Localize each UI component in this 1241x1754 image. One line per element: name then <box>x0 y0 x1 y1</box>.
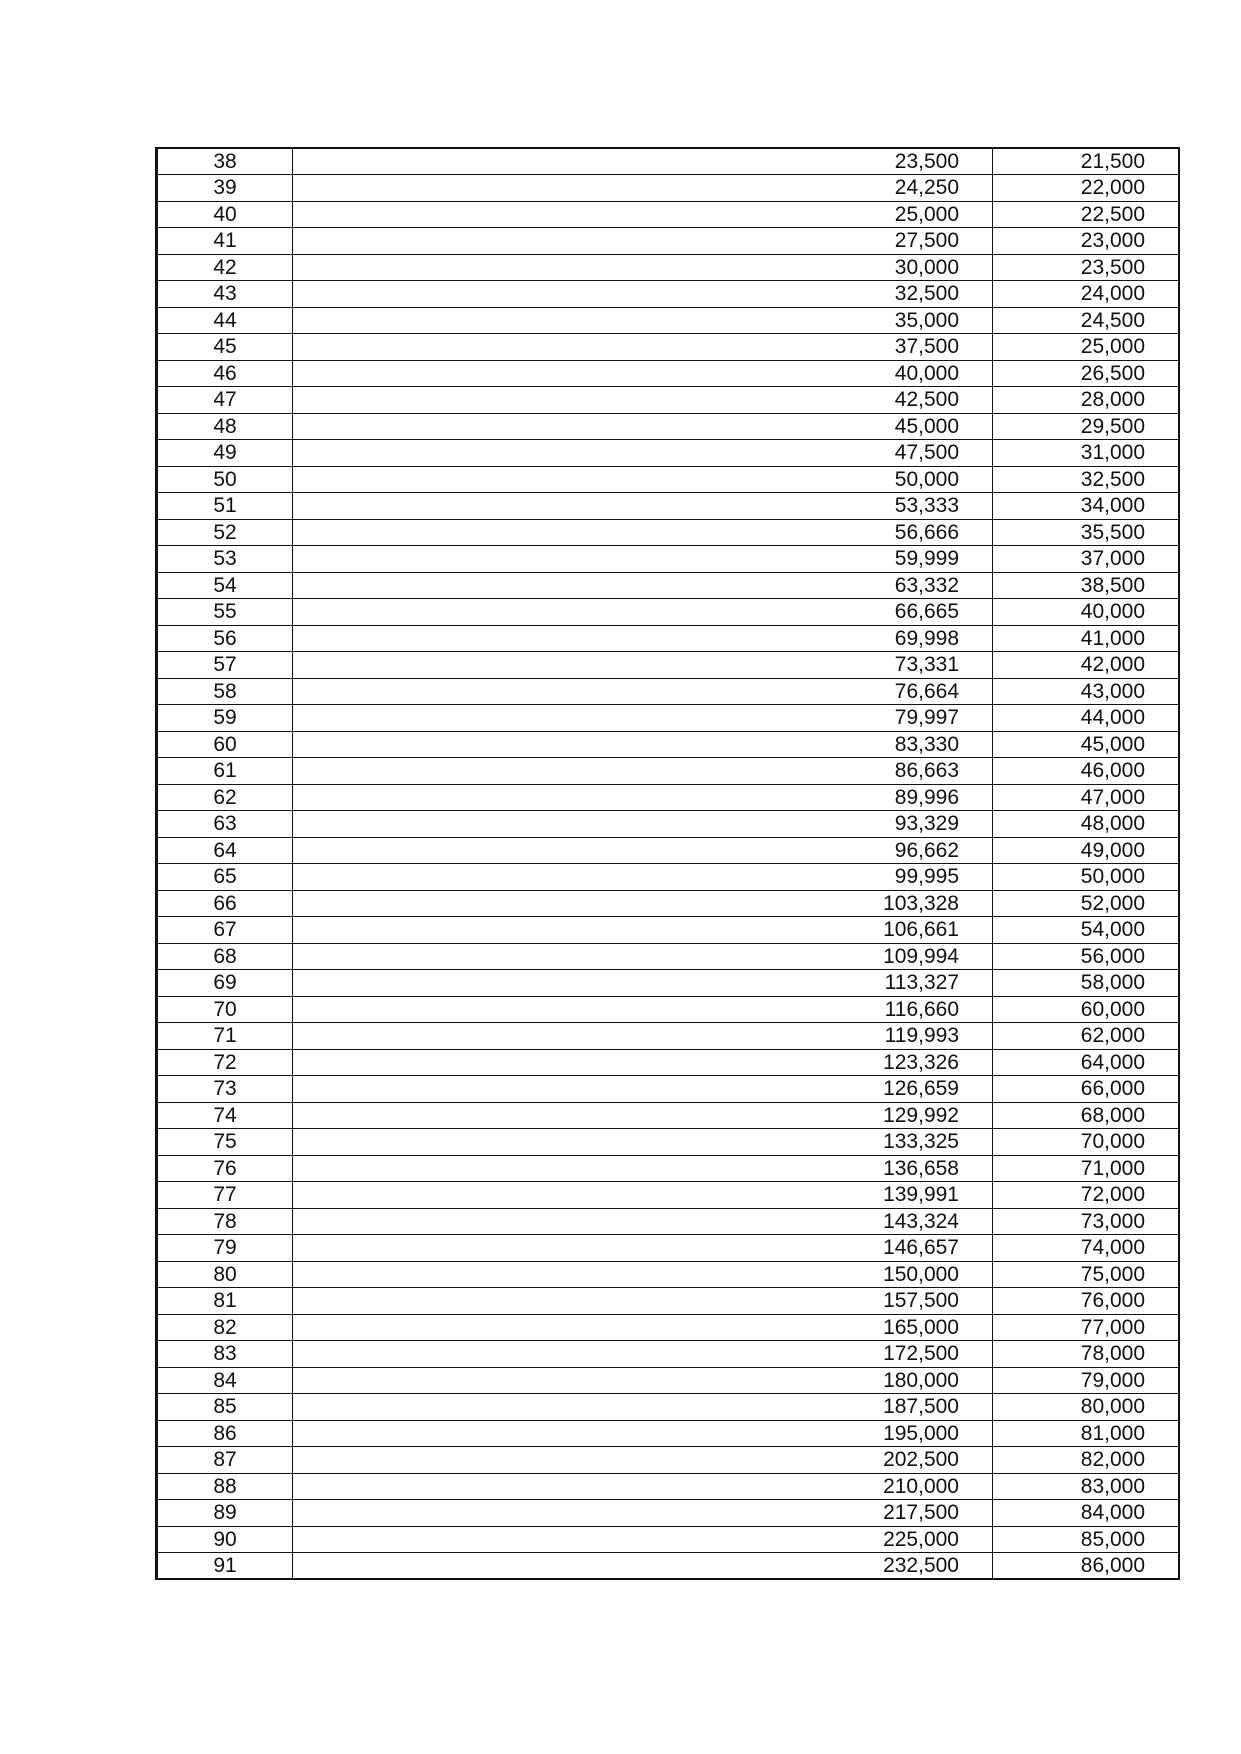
amount-b-cell: 80,000 <box>993 1394 1180 1421</box>
row-number-cell: 54 <box>157 572 293 599</box>
row-number-cell: 39 <box>157 175 293 202</box>
amount-b-cell: 79,000 <box>993 1367 1180 1394</box>
table-row <box>157 1447 1180 1474</box>
row-number-cell: 64 <box>157 837 293 864</box>
amount-a-cell: 53,333 <box>293 493 993 520</box>
amount-a-cell: 126,659 <box>293 1076 993 1103</box>
amount-a-cell: 113,327 <box>293 970 993 997</box>
table-row <box>157 228 1180 255</box>
row-number-cell: 47 <box>157 387 293 414</box>
table-row <box>157 1208 1180 1235</box>
table-row <box>157 519 1180 546</box>
amount-b-cell: 49,000 <box>993 837 1180 864</box>
table-row <box>157 1367 1180 1394</box>
table-row <box>157 307 1180 334</box>
amount-b-cell: 44,000 <box>993 705 1180 732</box>
amount-b-cell: 83,000 <box>993 1473 1180 1500</box>
amount-b-cell: 47,000 <box>993 784 1180 811</box>
table-row <box>157 572 1180 599</box>
amount-b-cell: 50,000 <box>993 864 1180 891</box>
table-row <box>157 281 1180 308</box>
row-number-cell: 63 <box>157 811 293 838</box>
amount-b-cell: 34,000 <box>993 493 1180 520</box>
row-number-cell: 77 <box>157 1182 293 1209</box>
amount-b-cell: 22,000 <box>993 175 1180 202</box>
amount-a-cell: 42,500 <box>293 387 993 414</box>
amount-b-cell: 75,000 <box>993 1261 1180 1288</box>
table-row <box>157 1155 1180 1182</box>
row-number-cell: 45 <box>157 334 293 361</box>
amount-b-cell: 35,500 <box>993 519 1180 546</box>
amount-a-cell: 45,000 <box>293 413 993 440</box>
amount-b-cell: 41,000 <box>993 625 1180 652</box>
data-table <box>155 147 1180 1580</box>
amount-a-cell: 83,330 <box>293 731 993 758</box>
amount-a-cell: 30,000 <box>293 254 993 281</box>
amount-b-cell: 54,000 <box>993 917 1180 944</box>
amount-a-cell: 47,500 <box>293 440 993 467</box>
amount-a-cell: 23,500 <box>293 148 993 175</box>
amount-b-cell: 56,000 <box>993 943 1180 970</box>
amount-b-cell: 48,000 <box>993 811 1180 838</box>
table-row <box>157 917 1180 944</box>
amount-b-cell: 26,500 <box>993 360 1180 387</box>
amount-b-cell: 25,000 <box>993 334 1180 361</box>
amount-b-cell: 24,000 <box>993 281 1180 308</box>
row-number-cell: 61 <box>157 758 293 785</box>
amount-b-cell: 70,000 <box>993 1129 1180 1156</box>
table-row <box>157 1288 1180 1315</box>
table-row <box>157 1473 1180 1500</box>
row-number-cell: 79 <box>157 1235 293 1262</box>
amount-b-cell: 42,000 <box>993 652 1180 679</box>
row-number-cell: 52 <box>157 519 293 546</box>
amount-a-cell: 76,664 <box>293 678 993 705</box>
row-number-cell: 82 <box>157 1314 293 1341</box>
table-row <box>157 943 1180 970</box>
row-number-cell: 40 <box>157 201 293 228</box>
amount-b-cell: 71,000 <box>993 1155 1180 1182</box>
amount-a-cell: 133,325 <box>293 1129 993 1156</box>
row-number-cell: 70 <box>157 996 293 1023</box>
table-row <box>157 1394 1180 1421</box>
amount-a-cell: 40,000 <box>293 360 993 387</box>
amount-a-cell: 89,996 <box>293 784 993 811</box>
row-number-cell: 71 <box>157 1023 293 1050</box>
row-number-cell: 87 <box>157 1447 293 1474</box>
amount-b-cell: 78,000 <box>993 1341 1180 1368</box>
amount-a-cell: 202,500 <box>293 1447 993 1474</box>
table-row <box>157 731 1180 758</box>
amount-b-cell: 31,000 <box>993 440 1180 467</box>
amount-b-cell: 45,000 <box>993 731 1180 758</box>
amount-a-cell: 59,999 <box>293 546 993 573</box>
amount-b-cell: 85,000 <box>993 1526 1180 1553</box>
table-row <box>157 625 1180 652</box>
amount-b-cell: 60,000 <box>993 996 1180 1023</box>
row-number-cell: 83 <box>157 1341 293 1368</box>
row-number-cell: 69 <box>157 970 293 997</box>
amount-b-cell: 43,000 <box>993 678 1180 705</box>
amount-a-cell: 157,500 <box>293 1288 993 1315</box>
table-row <box>157 493 1180 520</box>
row-number-cell: 88 <box>157 1473 293 1500</box>
amount-b-cell: 46,000 <box>993 758 1180 785</box>
row-number-cell: 48 <box>157 413 293 440</box>
amount-b-cell: 37,000 <box>993 546 1180 573</box>
amount-a-cell: 119,993 <box>293 1023 993 1050</box>
row-number-cell: 67 <box>157 917 293 944</box>
table-row <box>157 466 1180 493</box>
table-row <box>157 334 1180 361</box>
row-number-cell: 89 <box>157 1500 293 1527</box>
row-number-cell: 85 <box>157 1394 293 1421</box>
amount-b-cell: 29,500 <box>993 413 1180 440</box>
amount-a-cell: 195,000 <box>293 1420 993 1447</box>
amount-a-cell: 187,500 <box>293 1394 993 1421</box>
row-number-cell: 81 <box>157 1288 293 1315</box>
row-number-cell: 66 <box>157 890 293 917</box>
table-row <box>157 1235 1180 1262</box>
amount-b-cell: 72,000 <box>993 1182 1180 1209</box>
row-number-cell: 49 <box>157 440 293 467</box>
amount-a-cell: 129,992 <box>293 1102 993 1129</box>
table-row <box>157 1420 1180 1447</box>
table-row <box>157 413 1180 440</box>
table-row <box>157 864 1180 891</box>
row-number-cell: 86 <box>157 1420 293 1447</box>
amount-a-cell: 180,000 <box>293 1367 993 1394</box>
table-row <box>157 175 1180 202</box>
amount-b-cell: 82,000 <box>993 1447 1180 1474</box>
row-number-cell: 78 <box>157 1208 293 1235</box>
table-row <box>157 1500 1180 1527</box>
row-number-cell: 42 <box>157 254 293 281</box>
amount-b-cell: 24,500 <box>993 307 1180 334</box>
amount-a-cell: 106,661 <box>293 917 993 944</box>
row-number-cell: 80 <box>157 1261 293 1288</box>
table-row <box>157 1023 1180 1050</box>
amount-b-cell: 68,000 <box>993 1102 1180 1129</box>
amount-b-cell: 40,000 <box>993 599 1180 626</box>
amount-a-cell: 79,997 <box>293 705 993 732</box>
amount-a-cell: 123,326 <box>293 1049 993 1076</box>
table-row <box>157 360 1180 387</box>
amount-b-cell: 66,000 <box>993 1076 1180 1103</box>
table-row <box>157 1526 1180 1553</box>
table-body <box>157 148 1180 1579</box>
table-row <box>157 1049 1180 1076</box>
table-row <box>157 837 1180 864</box>
table-row <box>157 1314 1180 1341</box>
amount-b-cell: 32,500 <box>993 466 1180 493</box>
amount-b-cell: 73,000 <box>993 1208 1180 1235</box>
row-number-cell: 75 <box>157 1129 293 1156</box>
table-row <box>157 705 1180 732</box>
row-number-cell: 51 <box>157 493 293 520</box>
amount-b-cell: 64,000 <box>993 1049 1180 1076</box>
amount-b-cell: 58,000 <box>993 970 1180 997</box>
amount-a-cell: 109,994 <box>293 943 993 970</box>
table-row <box>157 599 1180 626</box>
row-number-cell: 41 <box>157 228 293 255</box>
row-number-cell: 76 <box>157 1155 293 1182</box>
table-row <box>157 1076 1180 1103</box>
amount-a-cell: 165,000 <box>293 1314 993 1341</box>
amount-a-cell: 232,500 <box>293 1553 993 1580</box>
table-row <box>157 1129 1180 1156</box>
amount-a-cell: 73,331 <box>293 652 993 679</box>
row-number-cell: 73 <box>157 1076 293 1103</box>
amount-a-cell: 172,500 <box>293 1341 993 1368</box>
table-row <box>157 970 1180 997</box>
row-number-cell: 58 <box>157 678 293 705</box>
row-number-cell: 74 <box>157 1102 293 1129</box>
row-number-cell: 43 <box>157 281 293 308</box>
row-number-cell: 50 <box>157 466 293 493</box>
row-number-cell: 55 <box>157 599 293 626</box>
table-row <box>157 254 1180 281</box>
row-number-cell: 62 <box>157 784 293 811</box>
amount-a-cell: 96,662 <box>293 837 993 864</box>
row-number-cell: 53 <box>157 546 293 573</box>
table-row <box>157 546 1180 573</box>
table-row <box>157 1102 1180 1129</box>
table-row <box>157 1341 1180 1368</box>
amount-a-cell: 150,000 <box>293 1261 993 1288</box>
amount-b-cell: 84,000 <box>993 1500 1180 1527</box>
amount-a-cell: 99,995 <box>293 864 993 891</box>
amount-a-cell: 56,666 <box>293 519 993 546</box>
amount-a-cell: 116,660 <box>293 996 993 1023</box>
row-number-cell: 60 <box>157 731 293 758</box>
amount-b-cell: 77,000 <box>993 1314 1180 1341</box>
amount-a-cell: 210,000 <box>293 1473 993 1500</box>
amount-b-cell: 23,500 <box>993 254 1180 281</box>
amount-a-cell: 50,000 <box>293 466 993 493</box>
table-row <box>157 1261 1180 1288</box>
amount-a-cell: 35,000 <box>293 307 993 334</box>
amount-a-cell: 146,657 <box>293 1235 993 1262</box>
amount-b-cell: 62,000 <box>993 1023 1180 1050</box>
amount-a-cell: 25,000 <box>293 201 993 228</box>
amount-a-cell: 136,658 <box>293 1155 993 1182</box>
table-row <box>157 996 1180 1023</box>
amount-b-cell: 21,500 <box>993 148 1180 175</box>
amount-a-cell: 63,332 <box>293 572 993 599</box>
row-number-cell: 90 <box>157 1526 293 1553</box>
amount-a-cell: 32,500 <box>293 281 993 308</box>
row-number-cell: 65 <box>157 864 293 891</box>
amount-b-cell: 22,500 <box>993 201 1180 228</box>
amount-a-cell: 37,500 <box>293 334 993 361</box>
row-number-cell: 44 <box>157 307 293 334</box>
amount-b-cell: 52,000 <box>993 890 1180 917</box>
row-number-cell: 38 <box>157 148 293 175</box>
amount-a-cell: 93,329 <box>293 811 993 838</box>
table-row <box>157 890 1180 917</box>
table-row <box>157 652 1180 679</box>
table-row <box>157 387 1180 414</box>
amount-a-cell: 86,663 <box>293 758 993 785</box>
table-row <box>157 148 1180 175</box>
table-row <box>157 784 1180 811</box>
amount-a-cell: 27,500 <box>293 228 993 255</box>
table-row <box>157 440 1180 467</box>
amount-a-cell: 103,328 <box>293 890 993 917</box>
amount-a-cell: 217,500 <box>293 1500 993 1527</box>
amount-b-cell: 86,000 <box>993 1553 1180 1580</box>
table-row <box>157 678 1180 705</box>
row-number-cell: 72 <box>157 1049 293 1076</box>
row-number-cell: 57 <box>157 652 293 679</box>
amount-b-cell: 81,000 <box>993 1420 1180 1447</box>
row-number-cell: 59 <box>157 705 293 732</box>
amount-a-cell: 69,998 <box>293 625 993 652</box>
amount-a-cell: 225,000 <box>293 1526 993 1553</box>
amount-a-cell: 143,324 <box>293 1208 993 1235</box>
row-number-cell: 91 <box>157 1553 293 1580</box>
table-row <box>157 1553 1180 1580</box>
table-row <box>157 201 1180 228</box>
row-number-cell: 56 <box>157 625 293 652</box>
amount-a-cell: 66,665 <box>293 599 993 626</box>
row-number-cell: 46 <box>157 360 293 387</box>
amount-a-cell: 139,991 <box>293 1182 993 1209</box>
amount-b-cell: 38,500 <box>993 572 1180 599</box>
amount-b-cell: 23,000 <box>993 228 1180 255</box>
amount-a-cell: 24,250 <box>293 175 993 202</box>
amount-b-cell: 74,000 <box>993 1235 1180 1262</box>
table-row <box>157 1182 1180 1209</box>
row-number-cell: 84 <box>157 1367 293 1394</box>
row-number-cell: 68 <box>157 943 293 970</box>
table-row <box>157 758 1180 785</box>
amount-b-cell: 76,000 <box>993 1288 1180 1315</box>
amount-b-cell: 28,000 <box>993 387 1180 414</box>
table-row <box>157 811 1180 838</box>
